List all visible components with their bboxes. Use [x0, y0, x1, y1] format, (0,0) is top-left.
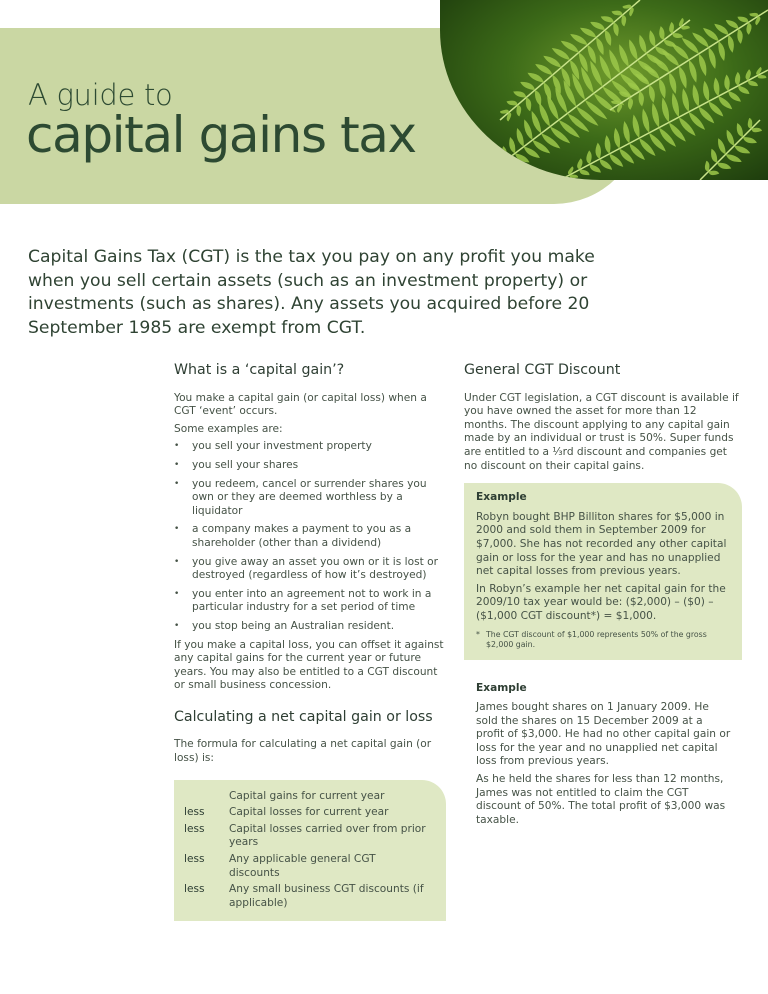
list-item: • you sell your shares: [174, 459, 446, 473]
intro-paragraph: Capital Gains Tax (CGT) is the tax you pay on any profit you make when you sell certain assets (such as an investment property) or investments (such as shares). Any assets you acquired before 20 September 1985 are exempt from CGT.: [28, 247, 595, 338]
fern-leaflet: [494, 155, 499, 166]
fern-leaflet: [709, 101, 724, 116]
fern-leaflet: [612, 11, 623, 16]
fern-leaflet: [633, 115, 640, 139]
formula-text: Capital losses carried over from prior years: [229, 822, 426, 849]
formula-row: [184, 853, 436, 880]
discount-paragraph: Under CGT legislation, a CGT discount is available if you have owned the asset for more than 12 months. The discount applying to any capital gain made by an individual or trust is 50%. Super funds are entitled to a ⅓rd discount and companies get no discount on their capital gains.: [464, 391, 739, 472]
fern-leaflet: [718, 96, 732, 109]
fern-leaflet: [623, 121, 630, 143]
fern-leaflet: [526, 98, 531, 112]
fern-leaflet: [596, 143, 601, 159]
formula-text: Capital gains for current year: [229, 789, 385, 802]
example-paragraph: Robyn bought BHP Billiton shares for $5,000 in 2000 and sold them in September 2009 for $7,000. She has not recorded any other capital gain or loss for the year and has no unapplied net capital losses from previous years.: [476, 510, 727, 578]
fern-leaflet: [543, 56, 561, 68]
fern-leaflet: [535, 64, 552, 75]
list-item: • you stop being an Australian resident.: [174, 620, 446, 634]
left-column: [174, 364, 446, 921]
net-gain-heading: Calculating a net capital gain or loss: [174, 708, 433, 725]
fern-leaflet: [652, 103, 659, 128]
fern-frond: [700, 118, 762, 180]
fern-leaflet: [709, 48, 716, 69]
what-is-intro: You make a capital gain (or capital loss) when a CGT ‘event’ occurs.: [174, 391, 427, 418]
fern-leaflet: [659, 26, 664, 40]
formula-keyword: less: [184, 822, 205, 835]
fern-leaflet: [596, 38, 603, 56]
fern-leaflet: [600, 55, 612, 80]
fern-leaflet: [532, 111, 542, 133]
fern-leaflet: [718, 41, 725, 61]
fern-leaflet: [649, 30, 655, 46]
fern-leaflet: [749, 13, 758, 17]
fern-leaflet: [718, 138, 726, 154]
fern-leaflet: [738, 86, 749, 94]
fern-leaflet: [659, 79, 666, 99]
example-paragraph: James bought shares on 1 January 2009. He sold the shares on 15 December 2009 at a profit of $3,000. He had no other capital gain or loss for the year and no unapplied net capital loss from previous years.: [476, 701, 731, 768]
formula-row: [184, 883, 436, 910]
fern-leaflet: [590, 22, 605, 30]
fern-leaflet: [539, 103, 550, 127]
fern-leaflet: [605, 135, 611, 154]
fern-leaflet: [703, 28, 719, 41]
example-paragraph: As he held the shares for less than 12 months, James was not entitled to claim the CGT discount of 50%. The total profit of $3,000 was taxable.: [476, 773, 726, 826]
fern-leaflet: [610, 154, 624, 167]
fern-leaflet: [524, 147, 540, 158]
fern-leaflet: [692, 33, 709, 48]
fern-leaflet: [669, 22, 674, 33]
fern-leaflet: [672, 33, 683, 38]
list-item: • you sell your investment property: [174, 440, 446, 454]
footnote-text: The CGT discount of $1,000 represents 50% of the gross $2,000 gain.: [486, 629, 707, 649]
formula-box: [174, 780, 446, 922]
fern-leaflet: [728, 91, 741, 102]
fern-leaflet: [580, 170, 590, 176]
examples-list: [174, 440, 446, 633]
fern-stem: [700, 120, 760, 180]
fern-leaflet: [644, 65, 660, 78]
fern-leaflet: [717, 163, 731, 169]
fern-leaflet: [627, 83, 640, 92]
fern-leaflet: [728, 35, 734, 53]
header-subtitle: A guide to: [28, 78, 173, 112]
list-item: • you enter into an agreement not to work in a particular industry for a set period of time: [174, 588, 446, 615]
fern-leaflet: [601, 16, 614, 22]
fern-leaflet: [724, 75, 729, 91]
fern-leaflet: [629, 39, 637, 60]
fern-leaflet: [748, 80, 758, 86]
fern-leaflet: [516, 105, 521, 116]
formula-row: [184, 806, 436, 820]
fern-leaflet: [653, 58, 670, 73]
fern-leaflet: [737, 123, 743, 137]
fern-leaflet: [561, 41, 579, 53]
capital-loss-paragraph: If you make a capital loss, you can offset it against any capital gains for the current year or future years. You may also be entitled to a CGT discount or small business concession.: [174, 638, 444, 692]
fern-leaflet: [679, 66, 687, 88]
list-item: • you redeem, cancel or surrender shares you own or they are deemed worthless by a liquidator: [174, 478, 446, 519]
fern-leaflet: [735, 72, 740, 86]
fern-leaflet: [621, 15, 626, 26]
fern-leaflet: [609, 49, 620, 73]
fern-leaflet: [669, 73, 676, 94]
fern-leaflet: [726, 154, 742, 162]
formula-keyword: less: [184, 853, 205, 866]
fern-leaflet: [751, 128, 762, 133]
fern-leaflet: [515, 153, 529, 162]
fern-leaflet: [502, 146, 507, 160]
fern-leaflet: [737, 29, 742, 44]
fern-leaflet: [590, 164, 601, 172]
fern-leaflet: [758, 75, 767, 78]
example-james: [464, 682, 742, 828]
footnote: [476, 630, 732, 650]
fern-leaflet: [639, 91, 644, 106]
fern-leaflet: [649, 85, 655, 103]
fern-leaflet: [497, 167, 508, 172]
fern-leaflet: [748, 118, 753, 129]
fern-frond: [610, 10, 768, 113]
fern-leaflet: [535, 90, 541, 106]
fern-leaflet: [570, 175, 579, 178]
fern-leaflet: [703, 81, 709, 102]
fern-image: [440, 0, 768, 180]
fern-leaflet: [705, 161, 710, 172]
fern-leaflet: [709, 171, 720, 176]
fern-leaflet: [662, 98, 669, 123]
list-item: • a company makes a payment to you as a shareholder (other than a dividend): [174, 523, 446, 550]
formula-row: [184, 823, 436, 850]
fern-leaflet: [552, 48, 570, 60]
fern-leaflet: [570, 34, 587, 45]
fern-leaflet: [682, 88, 689, 112]
fern-leaflet: [524, 119, 532, 140]
fern-leaflet: [588, 45, 596, 64]
fern-leaflet: [693, 84, 700, 106]
page-title: capital gains tax: [26, 106, 416, 164]
what-is-heading: What is a ‘capital gain’?: [174, 362, 345, 378]
fern-leaflet: [714, 78, 720, 97]
fern-leaflet: [517, 128, 524, 147]
fern-leaflet: [520, 82, 535, 90]
fern-leaflet: [628, 98, 633, 110]
fern-leaflet: [513, 91, 526, 97]
fern-leaflet: [600, 159, 613, 170]
fern-leaflet: [642, 108, 649, 132]
right-column: [464, 364, 742, 831]
fern-leaflet: [699, 54, 707, 76]
fern-leaflet: [689, 60, 697, 83]
formula-keyword: [184, 790, 229, 804]
fern-leaflet: [619, 149, 634, 164]
fern-leaflet: [547, 95, 559, 120]
fern-leaflet: [711, 149, 717, 163]
formula-text: Any applicable general CGT discounts: [229, 853, 376, 879]
fern-leaflet: [726, 20, 739, 29]
fern-leaflet: [746, 23, 751, 35]
formula-keyword: less: [184, 883, 205, 896]
fern-leaflet: [586, 150, 591, 164]
fern-leaflet: [613, 23, 618, 37]
fern-leaflet: [509, 137, 515, 153]
fern-leaflet: [506, 160, 519, 167]
fern-leaflet: [507, 101, 518, 106]
fern-leaflet: [734, 146, 750, 154]
fern-leaflet: [614, 128, 620, 149]
footnote-mark: *: [476, 629, 480, 639]
example-box-robyn: [464, 483, 742, 659]
fern-leaflet: [727, 130, 735, 146]
formula-keyword: less: [184, 806, 205, 819]
formula-text: Capital losses for current year: [229, 806, 389, 819]
net-gain-intro: The formula for calculating a net capital gain (or loss) is:: [174, 738, 432, 765]
example-paragraph: In Robyn’s example her net capital gain for the 2009/10 tax year would be: ($2,000) – ($0) – ($1,000 CGT discount*) = $1,000.: [476, 582, 726, 622]
fern-leaves-graphic: [440, 0, 768, 180]
fern-leaflet: [619, 44, 629, 66]
fern-leaflet: [590, 61, 602, 87]
fern-leaflet: [605, 30, 611, 46]
example-heading: Example: [476, 491, 527, 504]
formula-text: Any small business CGT discounts (if applicable): [229, 883, 424, 909]
fern-leaflet: [672, 93, 679, 117]
example-heading: Example: [476, 681, 527, 694]
formula-row: [184, 790, 436, 804]
fern-leaflet: [611, 100, 620, 104]
fern-leaflet: [528, 73, 544, 83]
fern-leaflet: [737, 17, 748, 23]
fern-leaflet: [743, 137, 757, 143]
fern-leaflet: [714, 24, 728, 35]
fern-leaflet: [580, 28, 596, 38]
what-is-examples-label: Some examples are:: [174, 422, 283, 435]
fern-leaflet: [639, 35, 646, 54]
list-item: • you give away an asset you own or it is lost or destroyed (regardless of how it’s destroyed): [174, 556, 446, 583]
discount-heading: General CGT Discount: [464, 362, 621, 378]
